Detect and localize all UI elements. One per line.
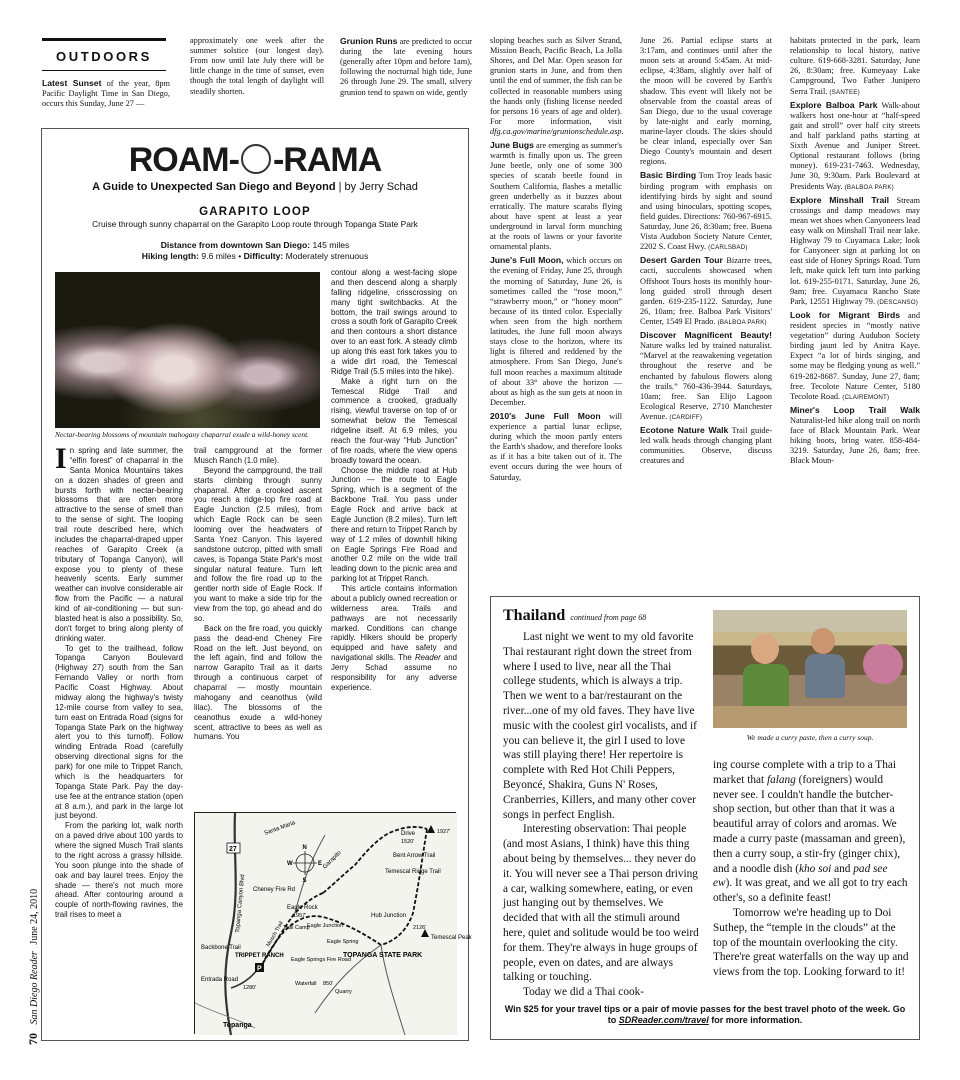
continued-from: continued from page 68 <box>570 613 647 622</box>
paragraph: Today we did a Thai cook- <box>523 986 645 999</box>
paragraph: Choose the middle road at Hub Junction — the route to Eagle Spring, which is a segment of the Backbone Trail. You pass under Eagle Rock and arrive back at Eagle Junction (8.2 miles). Turn left there and return to Trippet Ranch by way of 1.2 miles of downhill hiking on Eagle Springs Fire Road and another 0.2 mile on the wide trail leading down to the picnic area and parking lot at Trippet Ranch. <box>331 465 458 584</box>
roam-o-rama-logo <box>41 140 469 181</box>
map-label-waterfall: Waterfall <box>295 981 317 987</box>
outdoors-column-3 <box>340 36 472 98</box>
map-label-eagle-springs-fr: Eagle Springs Fire Road <box>291 957 351 963</box>
item-text: habitats protected in the park, learn relationship to local history, native culture. 619-668-3281. Saturday, June 26, 8:30am; free. Kumeyaay Lake Campground, Two Father Junipero Serra Trail. <box>790 36 920 96</box>
item-heading: Desert Garden Tour <box>640 255 723 266</box>
curry-class-photo <box>713 610 907 728</box>
article-column-c <box>331 268 457 693</box>
article-column-a <box>55 442 183 920</box>
term-kho-soi: kho soi <box>798 862 832 875</box>
item-heading: Discover Magnificent Beauty! <box>640 330 772 341</box>
item-text: June 26. Partial eclipse starts at 3:17am, and continues until after the moon sets at around 5:45am. At mid-eclipse, 4:38am, slightly over half of the moon will be covered by Earth's shadow. This event will likely not be observable from the coastal areas of San Diego, due to the usual coverage by late-night and early morning, marine-layer clouds. The skies should be clear inland, especially over San Diego County's mountain and desert regions. <box>640 36 772 167</box>
difficulty-value: Moderately strenuous <box>283 251 369 262</box>
item-text: Nature walks led by trained naturalist. “Marvel at the reawakening vegetation throughout the reserve and be enchanted by fabulous flowers along the trails.” 760-436-3944. Saturdays, 10am; free. San Elijo Lagoon Ecological Reserve, 2710 Manchester Avenue. <box>640 341 772 421</box>
map-label-temescal-peak-elev: 2126' <box>413 925 427 931</box>
disclaimer: This article contains information about a publicly owned recreation or wilderness area. Trails and pathways are not necessarily marked. Conditions can change rapidly. Hikers should be properly equipped and have safety and navigational skills. The <box>331 584 458 663</box>
map-label-quarry: Quarry <box>335 989 352 995</box>
item-heading: Ecotone Nature Walk <box>640 425 729 436</box>
paragraph: Last night we went to my old favorite Thai restaurant right down the street from where I used to live, near all the Thai college students, which is always a trip. Then we went to a bar/restaurant on the river...one of my old faves. They have live music with the coolest girl vocalists, and if you can believe it, the girl I used to love was still playing there! Her repertoire is complete with Red Hot Chili Peppers, Beyoncé, Shakira, Guns N' Roses, Cranberries, Killers, and many other cover songs in perfect English. <box>503 631 697 821</box>
paragraph-cont: ). It was great, and we all got to try each other's, so a definite feast! <box>713 877 908 905</box>
item-heading: Miner's Loop Trail Walk <box>790 404 920 415</box>
sunset-continued: approximately one week after the summer solstice (our longest day). From now until late July there will be little change in the time of sunset, even though the total length of daylight will steadily shorten. <box>190 36 324 96</box>
map-label-elev1520: 1520' <box>401 839 415 845</box>
article-deck: Cruise through sunny chaparral on the Garapito Loop route through Topanga State Park <box>92 219 418 229</box>
location-tag: (CARDIFF) <box>669 413 703 421</box>
map-label-drive: Drive <box>401 831 416 837</box>
item-heading: Basic Birding <box>640 170 697 181</box>
series-subtitle: A Guide to Unexpected San Diego and Beyond <box>92 181 336 193</box>
paragraph: Tomorrow we're heading up to Doi Suthep, the “temple in the clouds” at the top of the mountain overlooking the city. There're great waterfalls on the way up and views from the top. Looking forward to it! <box>713 906 909 979</box>
map-label-temescal-peak: Temescal Peak <box>431 935 472 941</box>
item-text: Walk-about walkers host one-hour at “half-speed gait and stroll” over half city streets and half parkland paths starting at Sixth Avenue and Juniper Street. Optional restaurant follows (bring money). 619-231-7463. Wednesday, June 30, 9:30am. Park Boulevard at Presidents Way. <box>790 100 920 191</box>
map-label-temescal-ridge: Temescal Ridge Trail <box>385 869 441 875</box>
map-label-elev1927: 1927' <box>437 829 451 835</box>
map-label-hub-junction: Hub Junction <box>371 913 407 919</box>
map-label-entrada: Entrada Road <box>201 977 239 983</box>
paragraph: Back on the fire road, you quickly pass the dead-end Cheney Fire Road on the left. Just beyond, on the left again, find and follow the narrow Garapito Trail as it darts through a continuous carpet of chaparral — mostly mountain mahogany and ceanothus (wild lilac). The blossoms of the ceanothus exude a wild-honey scent, attractive to bees as well as humans. You <box>194 623 322 742</box>
column-subtitle <box>41 181 469 194</box>
paragraph: n spring and late summer, the “elfin forest” of chaparral in the Santa Monica Mountains takes on a dozen shades of green and bursts forth with nectar-bearing blossoms that are often more attractive to the sense of smell than to the sense of sight. The looping trail route described here, which includes the chaparral-draped upper reaches of Garapito Creek (a tributary of Topanga Canyon), will expose you to plenty of these heavenly scents. Early summer weather can involve considerable air flow from the Pacific — a natural kind of air-conditioning — but sun-blasted heat is also a possibility. So, don't forget to bring along plenty of drinking water. <box>55 446 183 643</box>
map-label-hwy27: 27 <box>229 846 237 853</box>
distance-label: Distance from downtown San Diego: <box>160 240 311 250</box>
thailand-title-row <box>503 606 713 626</box>
byline: | by Jerry Schad <box>335 181 418 193</box>
paragraph: Make a right turn on the Temescal Ridge Trail and commence a crooked, gradually rising, viewful traverse on top of or somewhat below the Temescal ridgeline itself. At 6.9 miles, you reach the four-way “Hub Junction” of fire roads, where the view opens broadly toward the ocean. <box>331 376 457 465</box>
map-label-elev1280: 1280' <box>243 985 257 991</box>
logo-left: ROAM- <box>128 141 239 179</box>
location-tag: (BALBOA PARK) <box>717 318 767 326</box>
item-heading: Explore Balboa Park <box>790 99 878 110</box>
paragraph: From the parking lot, walk north on a paved drive about 100 yards to where the signed Musch Trail slants to the right across a grassy hillside. You soon plunge into the shade of oak and bay laurel trees. Enjoy the shade — there's not much more ahead. After contouring around a couple of north-flowing ravines, the trail rises to meet a <box>55 821 183 920</box>
map-label-bent-arrow: Bent Arrow Trail <box>393 853 436 859</box>
compass-s: S <box>302 878 307 884</box>
photo-caption: We made a curry paste, then a curry soup. <box>746 733 874 742</box>
outdoors-column-6 <box>790 36 920 466</box>
item-heading: Explore Minshall Trail <box>790 194 890 205</box>
item-text: will experience a partial lunar eclipse, during which the moon partly enters the Earth's shadow, and therefore looks as if it has a bite taken out of it. The event occurs during the wee hours of Saturday, <box>490 411 623 482</box>
paragraph: ing course complete with a trip to a Thai market that <box>713 759 897 786</box>
item-text: of the year, 8pm Pacific Daylight Time in San Diego, occurs this Sunday, June 27 — <box>42 79 170 109</box>
article-column-b <box>194 446 322 742</box>
item-text: Stream crossings and damp meadows may mean wet shoes when Canyoneers lead easy walk on Minshall Trail near lake. Highway 79 to Cuyamaca Lake; look for Canyoneer sign at parking lot on east side of Honey Springs Road. Turn left, make quick left turn into parking lot. 619-255-0171. Saturday, June 26, 9am; free. Cuyamaca Rancho State Park, 12551 Highway 79. <box>790 195 920 306</box>
location-tag: (BALBOA PARK) <box>844 183 894 191</box>
map-label-cheney: Cheney Fire Rd <box>253 887 296 893</box>
map-label-topanga: Topanga <box>223 1022 252 1029</box>
page-number: 70 <box>26 1033 40 1045</box>
compass-e: E <box>318 861 323 867</box>
map-label-eagle-spring: Eagle Spring <box>327 939 359 945</box>
paragraph: Beyond the campground, the trail starts climbing through sunny chaparral. After a crooked ascent you reach a ridge-top fire road at Eagle Junction (2.5 miles), from which Eagle Rock can be seen looming over the headwaters of Santa Ynez Canyon. This layered sandstone outcrop, pitted with small caves, is Topanga State Park's most singular natural feature. Turn left and follow the fire road up to the gentler north side of Eagle Rock. If you want to make a side trip for the view from the top, go ahead and do so. <box>194 465 322 623</box>
drop-cap: I <box>55 442 67 475</box>
travel-promo-footer <box>500 1004 910 1027</box>
map-label-topanga-sp: TOPANGA STATE PARK <box>343 952 423 959</box>
item-heading: 2010's June Full Moon <box>490 410 601 421</box>
travel-link[interactable]: SDReader.com/travel <box>618 1015 709 1026</box>
map-label-musch: Musch Trail <box>265 920 285 948</box>
thailand-column-1 <box>503 630 701 1000</box>
disclaimer-end: and Jerry Schad assume no responsibility for any adverse experience. <box>331 653 457 692</box>
map-label-eagle-rock-elev: 1957' <box>293 913 307 919</box>
map-label-eagle-junction: Eagle Junction <box>307 923 344 929</box>
map-label-trippet: TRIPPET RANCH <box>235 953 284 959</box>
map-label-p: P <box>257 965 262 973</box>
map-label-santa-maria: Santa Maria <box>263 820 297 837</box>
outdoors-column-2 <box>190 36 324 97</box>
map-label-garapito: Garapito <box>322 849 343 871</box>
distance-value: 145 miles <box>310 240 350 250</box>
location-tag: (CARLSBAD) <box>708 244 748 252</box>
compass-n: N <box>302 845 307 851</box>
item-text: Bizarre trees, cacti, succulents showcased when Offshoot Tours hosts its monthly hour-long guided stroll through desert garden. 619-235-1122. Saturday, June 26, 10am; free. Balboa Park Visitors' Center, 1549 El Prado. <box>640 256 772 326</box>
item-text: are predicted to occur during the late evening hours (generally after 10pm and before 1am), following the nocturnal high tide, June 26 through June 29. The small, silvery grunion tend to spawn on wide, gently <box>340 37 473 97</box>
compass-o-icon <box>241 144 271 174</box>
article-heading: GARAPITO LOOP <box>199 206 311 218</box>
item-heading: June Bugs <box>490 140 534 151</box>
item-text: Trail guide-led walk heads through changing plant communities. Observe, discuss creatures and <box>640 426 773 466</box>
map-label-tcblvd: Topanga Canyon Blvd <box>235 874 247 934</box>
trail-map-svg <box>195 813 472 1035</box>
map-label-trail-camp: Trail Camp <box>283 925 310 931</box>
photo-caption: Nectar-bearing blossoms of mountain mahogany chaparral exude a wild-honey scent. <box>55 430 309 439</box>
promo-text-end: for more information. <box>708 1015 803 1026</box>
location-tag: (CLAIREMONT) <box>842 393 890 401</box>
map-label-backbone: Backbone Trail <box>201 945 241 951</box>
paragraph: trail campground at the former Musch Ranch (1.0 mile). <box>194 446 322 465</box>
thailand-column-2 <box>713 758 909 980</box>
paragraph: Interesting observation: Thai people (and most Asians, I think) have this thing about being by themselves... they never do it. You will never see a Thai person driving a car, walking somewhere, eating, or even just hanging out by themselves. We decided that with all the stimuli around here, quiet and solitude would be too weird for them. They're always in huge groups of people, even on dates, and are always talking or touching. <box>503 823 699 984</box>
location-tag: (DESCANSO) <box>877 298 918 306</box>
location-tag: (SANTEE) <box>829 88 860 96</box>
item-text: and resident species in “mostly native vegetation” during Audubon Society birding jaunt led by Anitra Kaye. Expect “a lot of birds singing, and some may be fledging young as well.” 619-282-8687. Sunday, June 27, 8am; free. Tecolote Nature Center, 5180 Tecolote Road. <box>790 310 920 401</box>
hiking-label: Hiking length: <box>141 251 200 262</box>
hiking-value: 9.6 miles • <box>199 251 244 262</box>
section-title: OUTDOORS <box>56 49 152 64</box>
disclaimer-reader: Reader <box>414 653 441 663</box>
map-label-eagle-rock: Eagle Rock <box>287 905 318 911</box>
logo-right: -RAMA <box>272 141 382 179</box>
latest-sunset-item <box>42 78 170 109</box>
trip-stats <box>41 240 469 262</box>
item-text: are emerging as summer's warmth is finally upon us. The green June beetle, only one of some 300 species of scarab beetle found in Southern California, flashes a metallic green underbelly as it buzzes about erratically. The mature scarabs flying about have spent at least a year underground in larval form munching at the roots of lawns or your favorite ornamental plants. <box>490 141 622 252</box>
item-text: Tom Troy leads basic birding program with emphasis on identifying birds by sight and sound and using binoculars, spotting scopes, field guides. Directions: 760-967-6915. Saturday, June 26, 8:30am; free. Buena Vista Audubon Society Nature Center, 2202 S. Coast Hwy. <box>640 171 772 252</box>
grunion-url[interactable]: dfg.ca.gov/marine/grunionschedule.asp. <box>490 126 624 136</box>
outdoors-column-5 <box>640 36 772 466</box>
paragraph: To get to the trailhead, follow Topanga Canyon Boulevard (Highway 27) south from the San Fernando Valley or north from Pacific Coast Highway. About midway along the highway's twisty 12-mile course from valley to sea, turn east on Entrada Road (signs for Topanga State Park on the highway alert you to this turnoff). Follow winding Entrada Road (carefully observing directional signs for the park) for one mile to Trippet Ranch, which is the headquarters for Topanga State Park. Pay the day-use fee at the entrance station (open at 8 a.m.), and park in the large lot just beyond. <box>55 643 183 821</box>
outdoors-section-header <box>42 38 166 41</box>
difficulty-label: Difficulty: <box>243 251 284 262</box>
term-pad-see-ew: pad see ew <box>713 862 888 890</box>
promo-text: Win $25 for your travel tips or a pair of movie passes for the best travel photo of the week. Go to <box>504 1004 906 1026</box>
item-heading: Grunion Runs <box>340 36 398 46</box>
paragraph: contour along a west-facing slope and then descend along a sharply falling ridgeline, crisscrossing on many tight switchbacks. At the bottom, the trail swings around to cross a south fork of Garapito Creek and then contours a short distance over to an east fork. A steady climb up along this east fork takes you to a wide dirt road, the Temescal Ridge Trail (5.5 miles into the hike). <box>331 268 457 376</box>
item-heading: Latest Sunset <box>42 78 102 88</box>
paragraph-cont: and <box>831 862 854 875</box>
compass-w: W <box>287 861 293 867</box>
item-text: which occurs on the evening of Friday, June 25, through the morning of Saturday, June 26, is sometimes called the “rose moon,” “strawberry moon,” or “honey moon” because of its tinted color. Especially when seen from the high northern latitudes, the June full moon always stays close to the horizon, where its light is filtered and reddened by the atmosphere. From San Diego, June's full moon reaches a maximum altitude of about 33° above the horizon — about as high as the sun gets at noon in December. <box>490 256 622 407</box>
paragraph-cont: (foreigners) would never see. I couldn't handle the butcher-shop section, but other than that it was a beautiful array of colors and aromas. We made a curry paste (massaman and green), then a curry soup, a stir-fry (ginger chix), and a noodle dish ( <box>713 773 906 875</box>
outdoors-column-4 <box>490 36 622 483</box>
article-title: Thailand <box>503 607 566 624</box>
trail-map <box>194 812 472 1034</box>
item-heading: June's Full Moon, <box>490 255 564 266</box>
section-rule <box>42 70 166 71</box>
item-heading: Look for Migrant Birds <box>790 309 900 320</box>
page-folio <box>26 889 41 1045</box>
item-text: sloping beaches such as Silver Strand, Mission Beach, Pacific Beach, La Jolla Shores, and Del Mar. Open season for grunion starts in June, and from then until the end of summer, the fish can be collected in reasonable numbers using the hands only (fishing license needed for persons 16 years of age and older). For more information, visit <box>490 36 622 126</box>
issue-date: June 24, 2010 <box>29 888 40 945</box>
chaparral-photo <box>55 272 320 428</box>
map-label-elev850: 850' <box>323 981 334 987</box>
publication-name: San Diego Reader <box>29 951 40 1025</box>
term-falang: falang <box>766 773 796 786</box>
item-text: Naturalist-led hike along trail on north face of Black Mountain Park. Wear hiking boots, bring water. 858-484-3219. Saturday, June 26, 8am; free. Black Moun- <box>790 415 920 466</box>
